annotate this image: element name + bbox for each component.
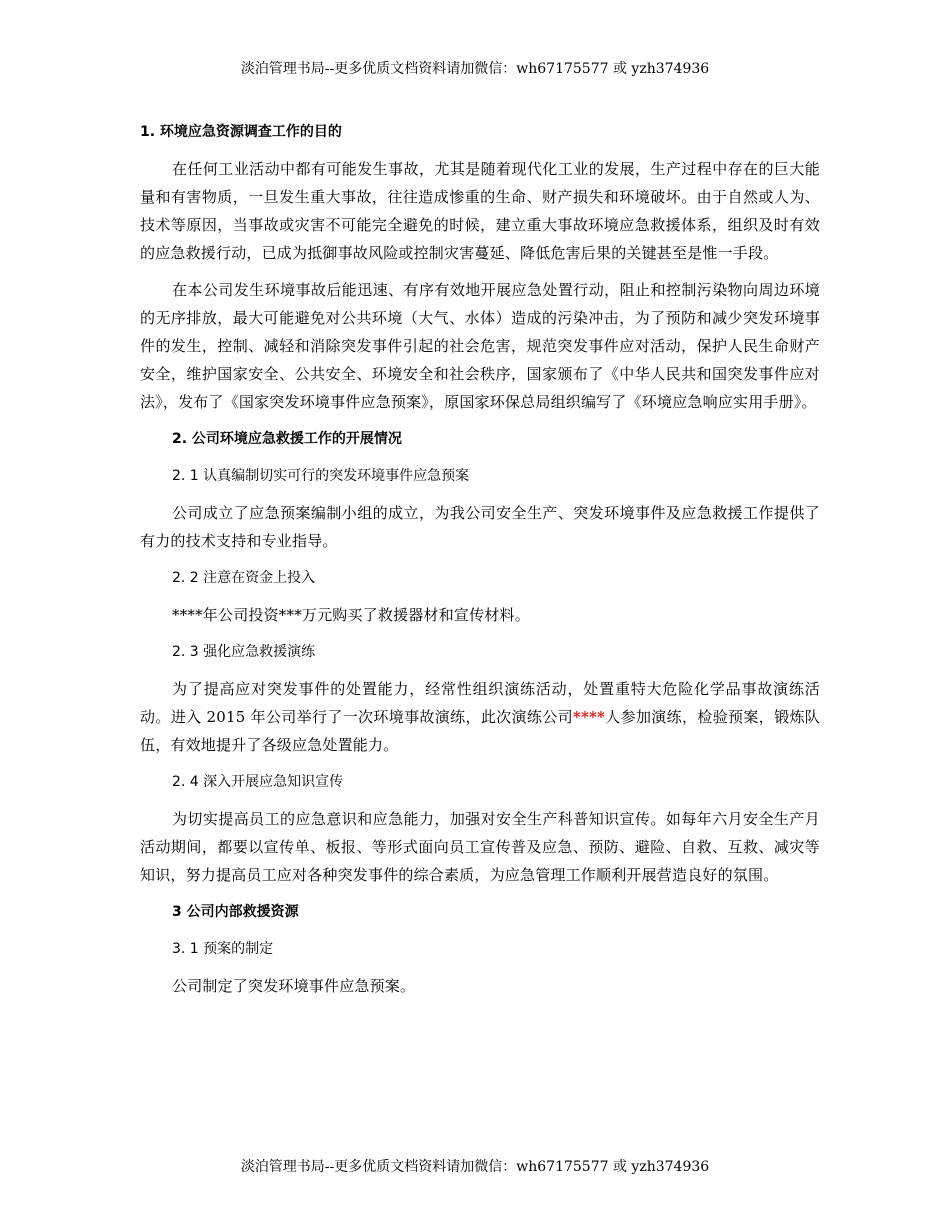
section-1-paragraph-2: 在本公司发生环境事故后能迅速、有序有效地开展应急处置行动，阻止和控制污染物向周边环境的无序排放，最大可能避免对公共环境（大气、水体）造成的污染冲击，为了预防和减少突发环境事件的发生，控制、减轻和消除突发事件引起的社会危害，规范突发事件应对活动，保护人民生命财产安全，维护国家安全、公共安全、环境安全和社会秩序，国家颁布了《中华人民共和国突发事件应对法》，发布了《国家突发环境事件应急预案》，原国家环保总局组织编写了《环境应急响应实用手册》。 [140, 281, 820, 411]
section-2-1-paragraph: 公司成立了应急预案编制小组的成立，为我公司安全生产、突发环境事件及应急救援工作提供了有力的技术支持和专业指导。 [140, 504, 820, 550]
section-3-1-title: 3. 1 预案的制定 [172, 941, 274, 957]
section-2-4-title: 2. 4 深入开展应急知识宣传 [172, 774, 344, 790]
section-1-paragraph-1: 在任何工业活动中都有可能发生事故，尤其是随着现代化工业的发展，生产过程中存在的巨大能量和有害物质，一旦发生重大事故，往往造成惨重的生命、财产损失和环境破坏。由于自然或人为、技术等原因，当事故或灾害不可能完全避免的时候，建立重大事故环境应急救援体系，组织及时有效的应急救援行动，已成为抵御事故风险或控制灾害蔓延、降低危害后果的关键甚至是惟一手段。 [140, 160, 820, 262]
section-2-title: 2. 公司环境应急救援工作的开展情况 [172, 431, 402, 447]
section-1-title: 1. 环境应急资源调查工作的目的 [140, 124, 342, 140]
section-2-3-text-a: 为了提高应对突发事件的处置能力，经常性组织演练活动，处置重特大危险化学品事故演练活动。进入 2015 年公司举行了一次环境事故演练，此次演练公司 [140, 680, 820, 726]
section-3-1-paragraph: 公司制定了突发环境事件应急预案。 [172, 977, 416, 995]
page-header: 淡泊管理书局--更多优质文档资料请加微信：wh67175577 或 yzh374936 [240, 61, 710, 77]
page-footer: 淡泊管理书局--更多优质文档资料请加微信：wh67175577 或 yzh374936 [240, 1159, 710, 1175]
section-2-3-title: 2. 3 强化应急救援演练 [172, 644, 316, 660]
section-2-2-title: 2. 2 注意在资金上投入 [172, 570, 316, 586]
section-3-title: 3 公司内部救援资源 [172, 904, 299, 920]
section-2-3-paragraph [140, 675, 820, 759]
document-body [140, 118, 820, 1009]
section-2-4-paragraph: 为切实提高员工的应急意识和应急能力，加强对安全生产科普知识宣传。如每年六月安全生产月活动期间，都要以宣传单、板报、等形式面向员工宣传普及应急、预防、避险、自救、互救、减灾等知识，努力提高员工应对各种突发事件的综合素质，为应急管理工作顺利开展营造良好的氛围。 [140, 810, 820, 884]
section-2-2-paragraph: ****年公司投资***万元购买了救援器材和宣传材料。 [172, 606, 530, 624]
section-2-1-title: 2. 1 认真编制切实可行的突发环境事件应急预案 [172, 468, 470, 484]
highlight-count: **** [572, 708, 606, 726]
section-2-3-text-b: 人参加演练，检验预案，锻炼队伍，有效地提升了各级应急处置能力。 [140, 708, 820, 754]
